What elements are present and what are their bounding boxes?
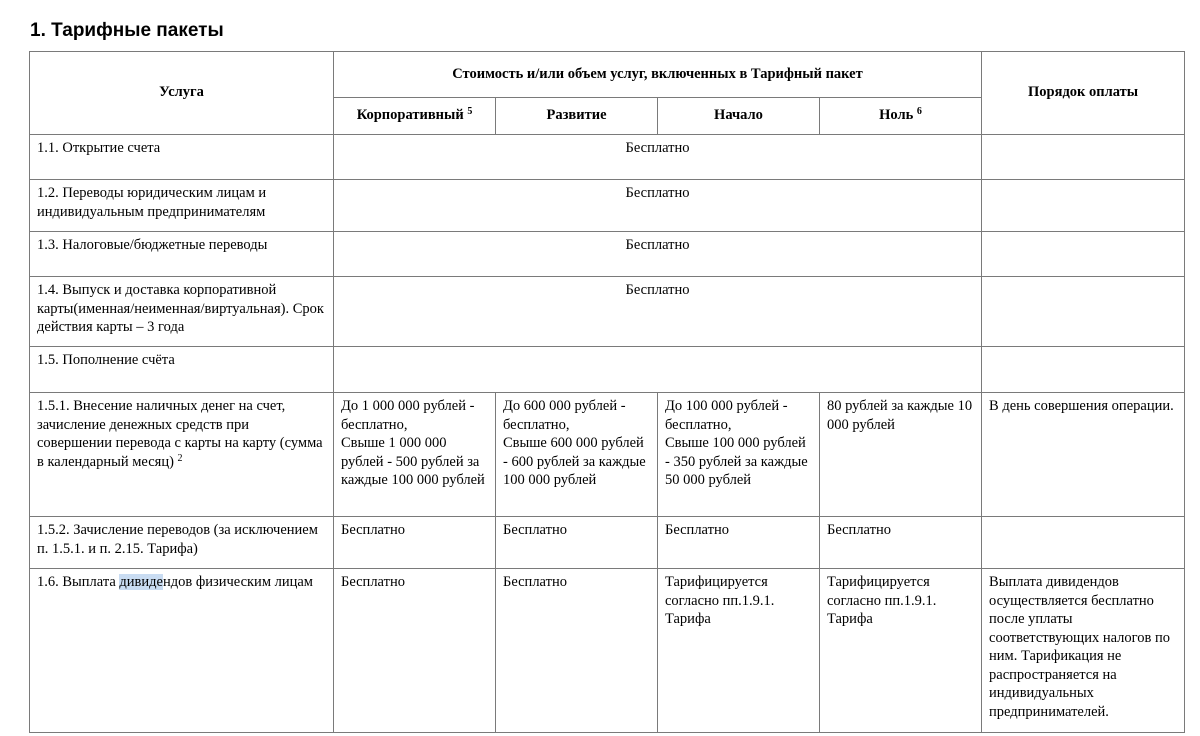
merged-value-cell: Бесплатно	[334, 135, 982, 180]
text-selection-highlight[interactable]: дивиде	[119, 574, 163, 590]
package-value-cell: Бесплатно	[334, 569, 496, 733]
payment-cell	[982, 277, 1185, 347]
payment-cell	[982, 517, 1185, 569]
package-value-cell: 80 рублей за каждые 10 000 рублей	[820, 393, 982, 517]
service-cell: 1.1. Открытие счета	[30, 135, 334, 180]
merged-value-cell: Бесплатно	[334, 277, 982, 347]
table-row	[30, 277, 1185, 347]
package-value-cell: Бесплатно	[496, 569, 658, 733]
service-cell: 1.4. Выпуск и доставка корпоративной карты(именная/неименная/виртуальная). Срок действия карты – 3 года	[30, 277, 334, 347]
merged-value-cell: Бесплатно	[334, 232, 982, 277]
table-row	[30, 347, 1185, 393]
table-row	[30, 232, 1185, 277]
table-row	[30, 517, 1185, 569]
package-value-cell: Бесплатно	[496, 517, 658, 569]
section-title: 1. Тарифные пакеты	[30, 20, 224, 41]
package-value-cell: Тарифицируется согласно пп.1.9.1. Тарифа	[658, 569, 820, 733]
header-package-razvitie: Развитие	[496, 98, 658, 135]
header-cost-group: Стоимость и/или объем услуг, включенных в Тарифный пакет	[334, 52, 982, 98]
table-row	[30, 569, 1185, 733]
service-cell: 1.5.1. Внесение наличных денег на счет, зачисление денежных средств при совершении перевода с карты на карту (сумма в календарный месяц) $^2$	[30, 393, 334, 517]
merged-value-cell	[334, 347, 982, 393]
payment-cell	[982, 347, 1185, 393]
payment-cell	[982, 135, 1185, 180]
table-row	[30, 180, 1185, 232]
table-row	[30, 135, 1185, 180]
payment-cell	[982, 180, 1185, 232]
package-value-cell: Бесплатно	[334, 517, 496, 569]
payment-cell: Выплата дивидендов осуществляется бесплатно после уплаты соответствующих налогов по ним. Тарификация не распространяется на индивидуальных предпринимателей.	[982, 569, 1185, 733]
tariff-table	[29, 51, 1185, 733]
header-service: Услуга	[30, 52, 334, 135]
payment-cell	[982, 232, 1185, 277]
package-value-cell: Бесплатно	[658, 517, 820, 569]
package-value-cell: Тарифицируется согласно пп.1.9.1. Тарифа	[820, 569, 982, 733]
footnote-ref: 6	[916, 106, 922, 118]
service-cell: 1.2. Переводы юридическим лицам и индивидуальным предпринимателям	[30, 180, 334, 232]
merged-value-cell: Бесплатно	[334, 180, 982, 232]
header-package-nol: Ноль $^6$	[820, 98, 982, 135]
footnote-ref: 5	[467, 106, 473, 118]
service-cell: 1.5. Пополнение счёта	[30, 347, 334, 393]
package-value-cell: Бесплатно	[820, 517, 982, 569]
header-row-top	[30, 52, 1185, 98]
header-package-korporativny: Корпоративный $^5$	[334, 98, 496, 135]
header-payment: Порядок оплаты	[982, 52, 1185, 135]
table-row	[30, 393, 1185, 517]
package-value-cell: До 100 000 рублей - бесплатно, Свыше 100 000 рублей - 350 рублей за каждые 50 000 рублей	[658, 393, 820, 517]
payment-cell: В день совершения операции.	[982, 393, 1185, 517]
header-package-nachalo: Начало	[658, 98, 820, 135]
service-cell: 1.6. Выплата дивидендов физическим лицам	[30, 569, 334, 733]
package-value-cell: До 600 000 рублей - бесплатно, Свыше 600 000 рублей - 600 рублей за каждые 100 000 рублей	[496, 393, 658, 517]
package-value-cell: До 1 000 000 рублей - бесплатно, Свыше 1 000 000 рублей - 500 рублей за каждые 100 000 рублей	[334, 393, 496, 517]
service-cell: 1.5.2. Зачисление переводов (за исключением п. 1.5.1. и п. 2.15. Тарифа)	[30, 517, 334, 569]
service-cell: 1.3. Налоговые/бюджетные переводы	[30, 232, 334, 277]
footnote-ref: 2	[177, 452, 183, 464]
